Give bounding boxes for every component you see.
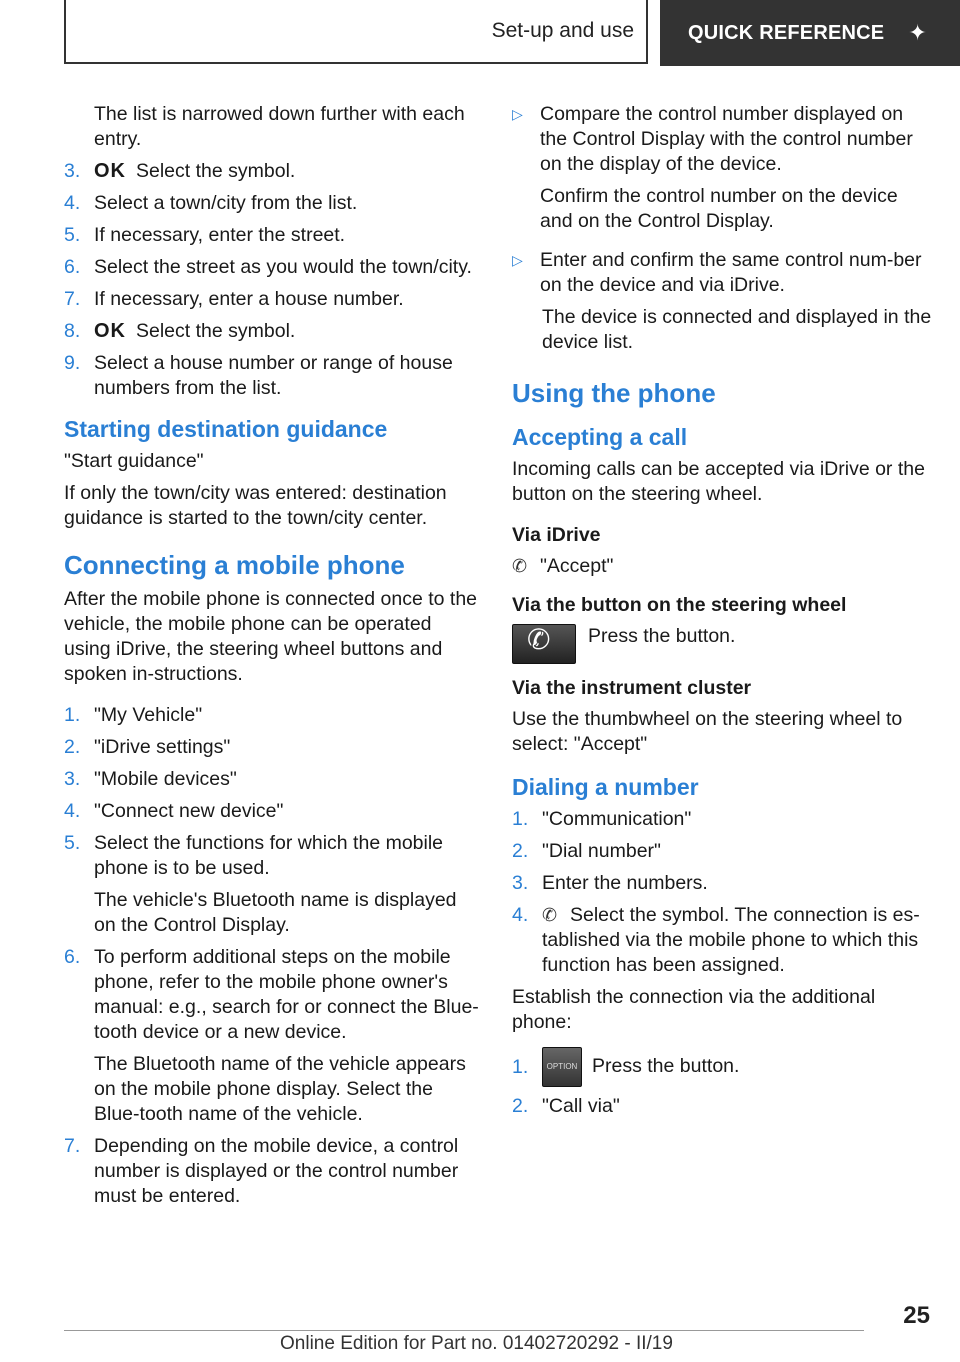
section-title: Set-up and use <box>491 19 634 42</box>
step-text: Select a house number or range of house numbers from the list. <box>94 352 453 399</box>
step-text: "Dial number" <box>542 840 661 862</box>
start-command: "Start guidance" <box>64 450 204 472</box>
ok-icon: OK <box>94 320 126 342</box>
step-3 <box>64 159 480 184</box>
page-number: 25 <box>903 1302 930 1329</box>
accept-command-row <box>512 554 932 579</box>
heading-via-idrive: Via iDrive <box>512 524 601 546</box>
accept-text: Incoming calls can be accepted via iDrive or the button on the steering wheel. <box>512 458 925 505</box>
step-5 <box>64 223 480 248</box>
step-number: 2. <box>512 840 529 862</box>
step-number: 2. <box>512 1095 529 1117</box>
step-6 <box>64 255 480 280</box>
step-text: Select the symbol. <box>136 320 296 342</box>
heading-connecting-phone: Connecting a mobile phone <box>64 550 405 580</box>
step-number: 4. <box>64 192 81 214</box>
footer-edition: Online Edition for Part no. 01402720292 - II/19 <box>280 1333 673 1354</box>
step-9 <box>64 351 480 401</box>
sparkle-icon: ✦ <box>908 20 927 45</box>
steering-button-row <box>512 624 932 664</box>
step-8 <box>64 319 480 344</box>
heading-using-phone: Using the phone <box>512 378 716 408</box>
step-4 <box>64 191 480 216</box>
connect-step-6 <box>64 945 480 1127</box>
step-text: "iDrive settings" <box>94 736 231 758</box>
step-number: 2. <box>64 736 81 758</box>
step-number: 5. <box>64 832 81 854</box>
connected-text: The device is connected and displayed in the device list. <box>542 306 932 353</box>
dial-step-1 <box>512 807 932 832</box>
header-section <box>64 0 648 64</box>
step-text: Depending on the mobile device, a control number is displayed or the control number must be entered. <box>94 1135 459 1207</box>
step-number: 9. <box>64 352 81 374</box>
step-text: Press the button. <box>592 1055 740 1078</box>
step-text: "Connect new device" <box>94 800 284 822</box>
heading-accepting-call: Accepting a call <box>512 424 688 450</box>
step-text: Select the symbol. The connection is es-tablished via the mobile phone to which this function has been assigned. <box>542 904 920 976</box>
heading-via-button: Via the button on the steering wheel <box>512 594 847 616</box>
step-number: 4. <box>64 800 81 822</box>
start-text: If only the town/city was entered: destination guidance is started to the town/city center. <box>64 482 447 529</box>
add-step-2 <box>512 1094 932 1119</box>
connect-step-1 <box>64 703 480 728</box>
phone-icon: ✆ <box>542 905 558 925</box>
step-number: 1. <box>64 704 81 726</box>
intro-text: The list is narrowed down further with each entry. <box>94 103 465 150</box>
step-number: 3. <box>512 872 529 894</box>
step-text: If necessary, enter the street. <box>94 224 346 246</box>
connect-step-4 <box>64 799 480 824</box>
bullet-text: Compare the control number displayed on the Control Display with the control number on the display of the device. <box>540 103 913 175</box>
step-text: "Call via" <box>542 1095 620 1117</box>
phone-icon: ✆ <box>512 556 528 576</box>
add-step-1 <box>512 1047 932 1087</box>
triangle-bullet-icon: ▷ <box>512 252 523 268</box>
step-subtext: The Bluetooth name of the vehicle appears on the mobile phone display. Select the Blue-tooth name of the vehicle. <box>94 1053 466 1125</box>
step-number: 7. <box>64 288 81 310</box>
steering-phone-button-icon: ✆ <box>512 624 576 664</box>
step-text: "Mobile devices" <box>94 768 237 790</box>
bullet-text: Enter and confirm the same control num-ber on the device and via iDrive. <box>540 249 922 296</box>
step-number: 4. <box>512 904 529 926</box>
heading-starting-guidance: Starting destination guidance <box>64 416 388 442</box>
step-number: 3. <box>64 160 81 182</box>
ok-icon: OK <box>94 160 126 182</box>
step-subtext: The vehicle's Bluetooth name is displayed on the Control Display. <box>94 889 457 936</box>
heading-via-cluster: Via the instrument cluster <box>512 677 752 699</box>
step-text: Select the street as you would the town/city. <box>94 256 472 278</box>
connect-step-2 <box>64 735 480 760</box>
footer-divider <box>64 1330 864 1331</box>
dial-step-3 <box>512 871 932 896</box>
left-column <box>64 102 480 1216</box>
step-text: If necessary, enter a house number. <box>94 288 404 310</box>
right-column <box>512 102 932 1126</box>
step-number: 1. <box>512 808 529 830</box>
step-number: 5. <box>64 224 81 246</box>
step-7 <box>64 287 480 312</box>
dial-step-4 <box>512 903 932 978</box>
step-text: "My Vehicle" <box>94 704 203 726</box>
chapter-title: QUICK REFERENCE <box>688 21 885 44</box>
step-number: 8. <box>64 320 81 342</box>
additional-phone-text: Establish the connection via the additional phone: <box>512 986 876 1033</box>
heading-dialing-number: Dialing a number <box>512 774 699 800</box>
step-number: 6. <box>64 946 81 968</box>
step-number: 3. <box>64 768 81 790</box>
connect-step-5 <box>64 831 480 938</box>
step-text: Select a town/city from the list. <box>94 192 358 214</box>
header-chapter[interactable] <box>660 0 960 66</box>
step-number: 7. <box>64 1135 81 1157</box>
step-text: To perform additional steps on the mobile phone, refer to the mobile phone owner's manual: e.g., search for or connect the Blue-tooth device or a new device. <box>94 946 479 1043</box>
connect-step-7 <box>64 1134 480 1209</box>
step-number: 1. <box>512 1055 529 1078</box>
option-button-icon: OPTION <box>542 1047 582 1087</box>
dial-step-2 <box>512 839 932 864</box>
cluster-text: Use the thumbwheel on the steering wheel to select: "Accept" <box>512 708 903 755</box>
bullet-compare <box>512 102 932 241</box>
triangle-bullet-icon: ▷ <box>512 106 523 122</box>
step-text: Select the symbol. <box>136 160 296 182</box>
step-number: 6. <box>64 256 81 278</box>
bullet-enter <box>512 248 932 298</box>
step-text: Select the functions for which the mobile phone is to be used. <box>94 832 444 879</box>
press-button-text: Press the button. <box>588 625 736 647</box>
connect-step-3 <box>64 767 480 792</box>
connect-text: After the mobile phone is connected once to the vehicle, the mobile phone can be operated using iDrive, the steering wheel buttons and spoken in-structions. <box>64 588 478 685</box>
step-text: Enter the numbers. <box>542 872 708 894</box>
accept-command: "Accept" <box>540 555 614 577</box>
bullet-subtext: Confirm the control number on the device and on the Control Display. <box>540 185 898 232</box>
step-text: "Communication" <box>542 808 692 830</box>
